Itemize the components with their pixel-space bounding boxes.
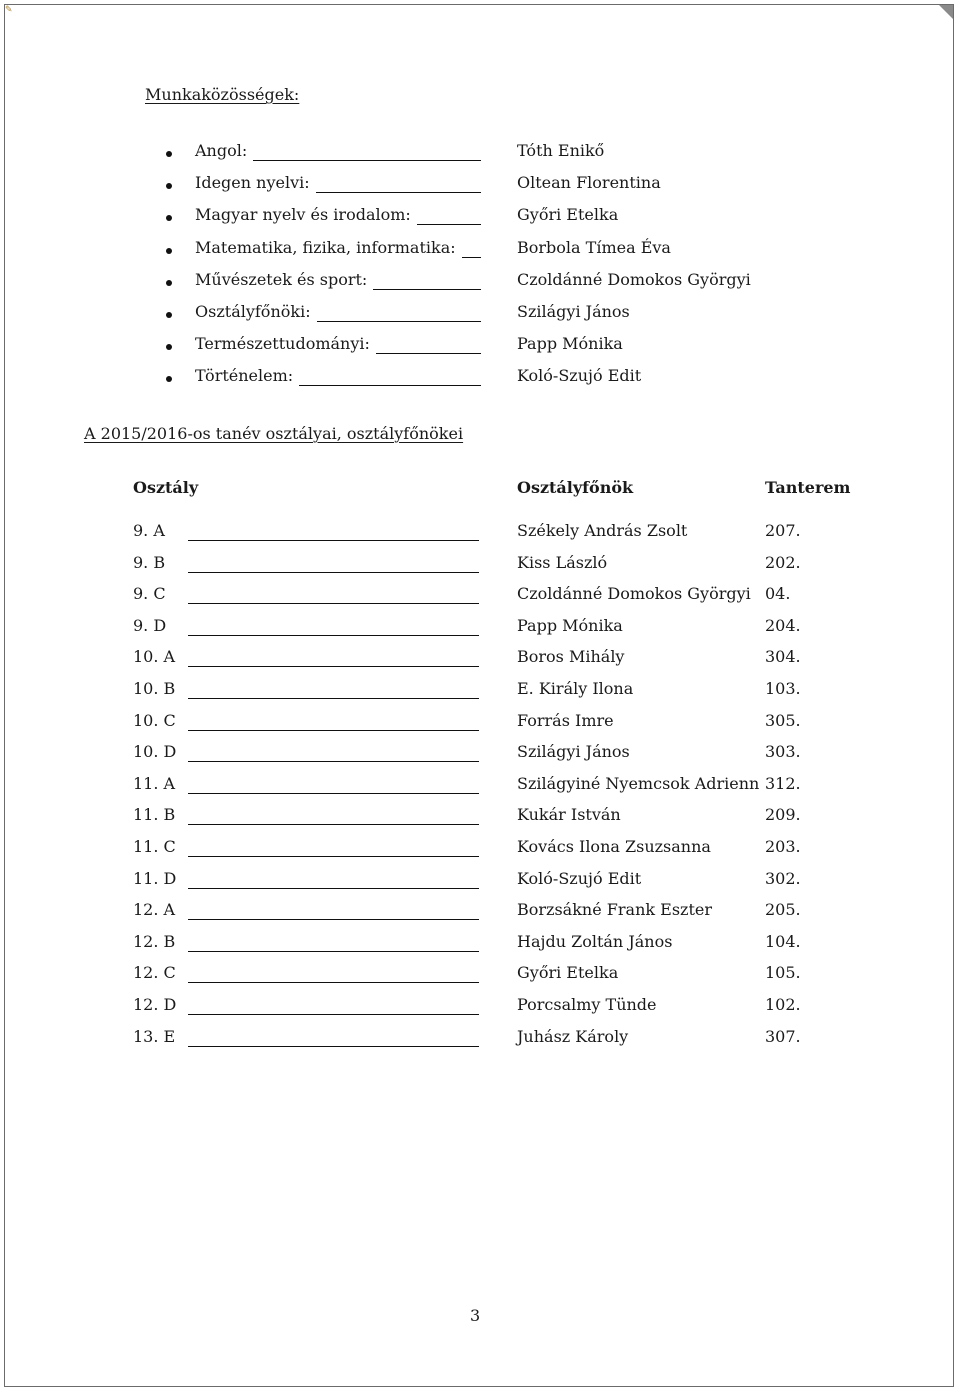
class-teacher: Szilágyi János [517,742,630,762]
class-row [133,899,853,931]
class-teacher: Győri Etelka [517,963,619,983]
class-name: 11. D [133,868,177,888]
class-teacher: Kovács Ilona Zsuzsanna [517,836,711,856]
class-row [133,615,853,647]
workgroup-leader: Tóth Enikő [517,141,605,160]
class-room: 209. [765,805,801,825]
class-row [133,804,853,836]
class-row [133,520,853,552]
fill-line [417,224,481,226]
column-header-class: Osztály [133,478,199,497]
class-name: 11. B [133,805,176,825]
fill-line [188,635,479,636]
class-row [133,868,853,900]
class-teacher: Borzsákné Frank Eszter [517,900,713,920]
fill-line [188,540,479,541]
class-room: 307. [765,1026,801,1046]
workgroup-leader: Czoldánné Domokos Györgyi [517,269,751,289]
class-room: 202. [765,552,801,572]
fill-line [316,192,481,194]
bullet-icon [166,151,172,157]
class-room: 305. [765,710,801,730]
class-name: 9. C [133,584,166,604]
corner-marker-icon: ✎ [5,5,13,15]
class-row [133,678,853,710]
workgroup-item [161,204,681,236]
fill-line [188,951,479,952]
fill-line [188,698,479,699]
workgroup-label: Angol: [195,141,248,160]
workgroup-item [161,269,751,301]
workgroup-item [161,237,681,269]
bullet-icon [166,344,172,350]
class-name: 12. D [133,994,177,1014]
fill-line [188,730,479,731]
class-name: 11. C [133,836,176,856]
fill-line [299,385,481,387]
workgroup-label: Osztályfőnöki: [195,301,311,321]
class-name: 9. B [133,552,166,572]
workgroup-leader: Szilágyi János [517,301,630,321]
workgroup-item [161,140,681,172]
workgroup-list [161,140,751,398]
workgroup-item [161,333,681,365]
class-row [133,962,853,994]
fill-line [373,289,481,291]
class-room: 303. [765,742,801,762]
class-row [133,931,853,963]
class-teacher: Porcsalmy Tünde [517,994,657,1014]
class-teacher: Kiss László [517,552,608,572]
class-name: 10. C [133,710,176,730]
workgroup-leader: Oltean Florentina [517,173,661,193]
class-row [133,1026,853,1058]
class-row [133,741,853,773]
fill-line [188,888,479,889]
class-room: 04. [765,584,791,604]
class-room: 103. [765,678,801,698]
class-table [133,520,853,1057]
class-teacher: Forrás Imre [517,710,614,730]
workgroup-leader: Borbola Tímea Éva [517,237,671,257]
workgroups-heading: Munkaközösségek: [145,85,300,104]
fill-line [188,1014,479,1015]
fill-line [188,572,479,573]
workgroup-item [161,301,681,333]
class-row [133,773,853,805]
class-teacher: Papp Mónika [517,615,623,635]
workgroup-label: Természettudományi: [195,334,370,354]
class-teacher: Székely András Zsolt [517,521,688,540]
fill-line [188,919,479,920]
class-room: 105. [765,963,801,983]
class-teacher: Szilágyiné Nyemcsok Adrienn [517,773,760,793]
class-room: 203. [765,836,801,856]
class-name: 9. A [133,521,165,540]
class-room: 205. [765,900,801,920]
class-name: 10. D [133,742,177,762]
class-row [133,994,853,1026]
class-teacher: Juhász Károly [517,1026,629,1046]
class-room: 204. [765,615,801,635]
class-name: 13. E [133,1026,176,1046]
class-teacher: Boros Mihály [517,647,625,667]
fill-line [462,257,481,259]
fill-line [188,1046,479,1047]
column-header-teacher: Osztályfőnök [517,478,634,497]
class-row [133,836,853,868]
workgroup-leader: Győri Etelka [517,205,619,225]
bullet-icon [166,248,172,254]
workgroup-leader: Papp Mónika [517,334,623,354]
fill-line [188,856,479,857]
bullet-icon [166,280,172,286]
class-teacher: Czoldánné Domokos Györgyi [517,584,751,604]
workgroup-leader: Koló-Szujó Edit [517,366,642,386]
class-teacher: Hajdu Zoltán János [517,931,673,951]
fill-line [253,160,481,162]
class-teacher: Kukár István [517,805,621,825]
fill-line [317,321,481,323]
class-teacher: Koló-Szujó Edit [517,868,642,888]
page-fold-icon [939,5,953,19]
class-row [133,646,853,678]
bullet-icon [166,312,172,318]
workgroup-label: Művészetek és sport: [195,269,368,289]
class-name: 12. C [133,963,176,983]
fill-line [188,982,479,983]
workgroup-label: Matematika, fizika, informatika: [195,237,456,257]
fill-line [376,353,481,355]
class-name: 10. B [133,678,176,698]
workgroup-label: Magyar nyelv és irodalom: [195,205,411,225]
class-room: 104. [765,931,801,951]
fill-line [188,603,479,604]
bullet-icon [166,183,172,189]
class-name: 12. B [133,931,176,951]
column-header-room: Tanterem [765,478,851,497]
fill-line [188,824,479,825]
workgroup-item [161,172,681,204]
class-name: 10. A [133,647,176,667]
class-room: 102. [765,994,801,1014]
fill-line [188,666,479,667]
bullet-icon [166,376,172,382]
fill-line [188,761,479,762]
class-name: 11. A [133,773,176,793]
class-row [133,710,853,742]
class-room: 312. [765,773,801,793]
class-room: 207. [765,521,801,540]
class-name: 12. A [133,900,176,920]
class-name: 9. D [133,615,167,635]
bullet-icon [166,215,172,221]
class-room: 302. [765,868,801,888]
workgroup-label: Idegen nyelvi: [195,173,310,193]
class-room: 304. [765,647,801,667]
classes-subheading: A 2015/2016-os tanév osztályai, osztályfőnökei [84,424,464,443]
fill-line [188,793,479,794]
class-teacher: E. Király Ilona [517,678,634,698]
class-row [133,583,853,615]
class-row [133,552,853,584]
page-number: 3 [470,1306,481,1325]
workgroup-label: Történelem: [195,366,294,386]
workgroup-item [161,365,681,397]
